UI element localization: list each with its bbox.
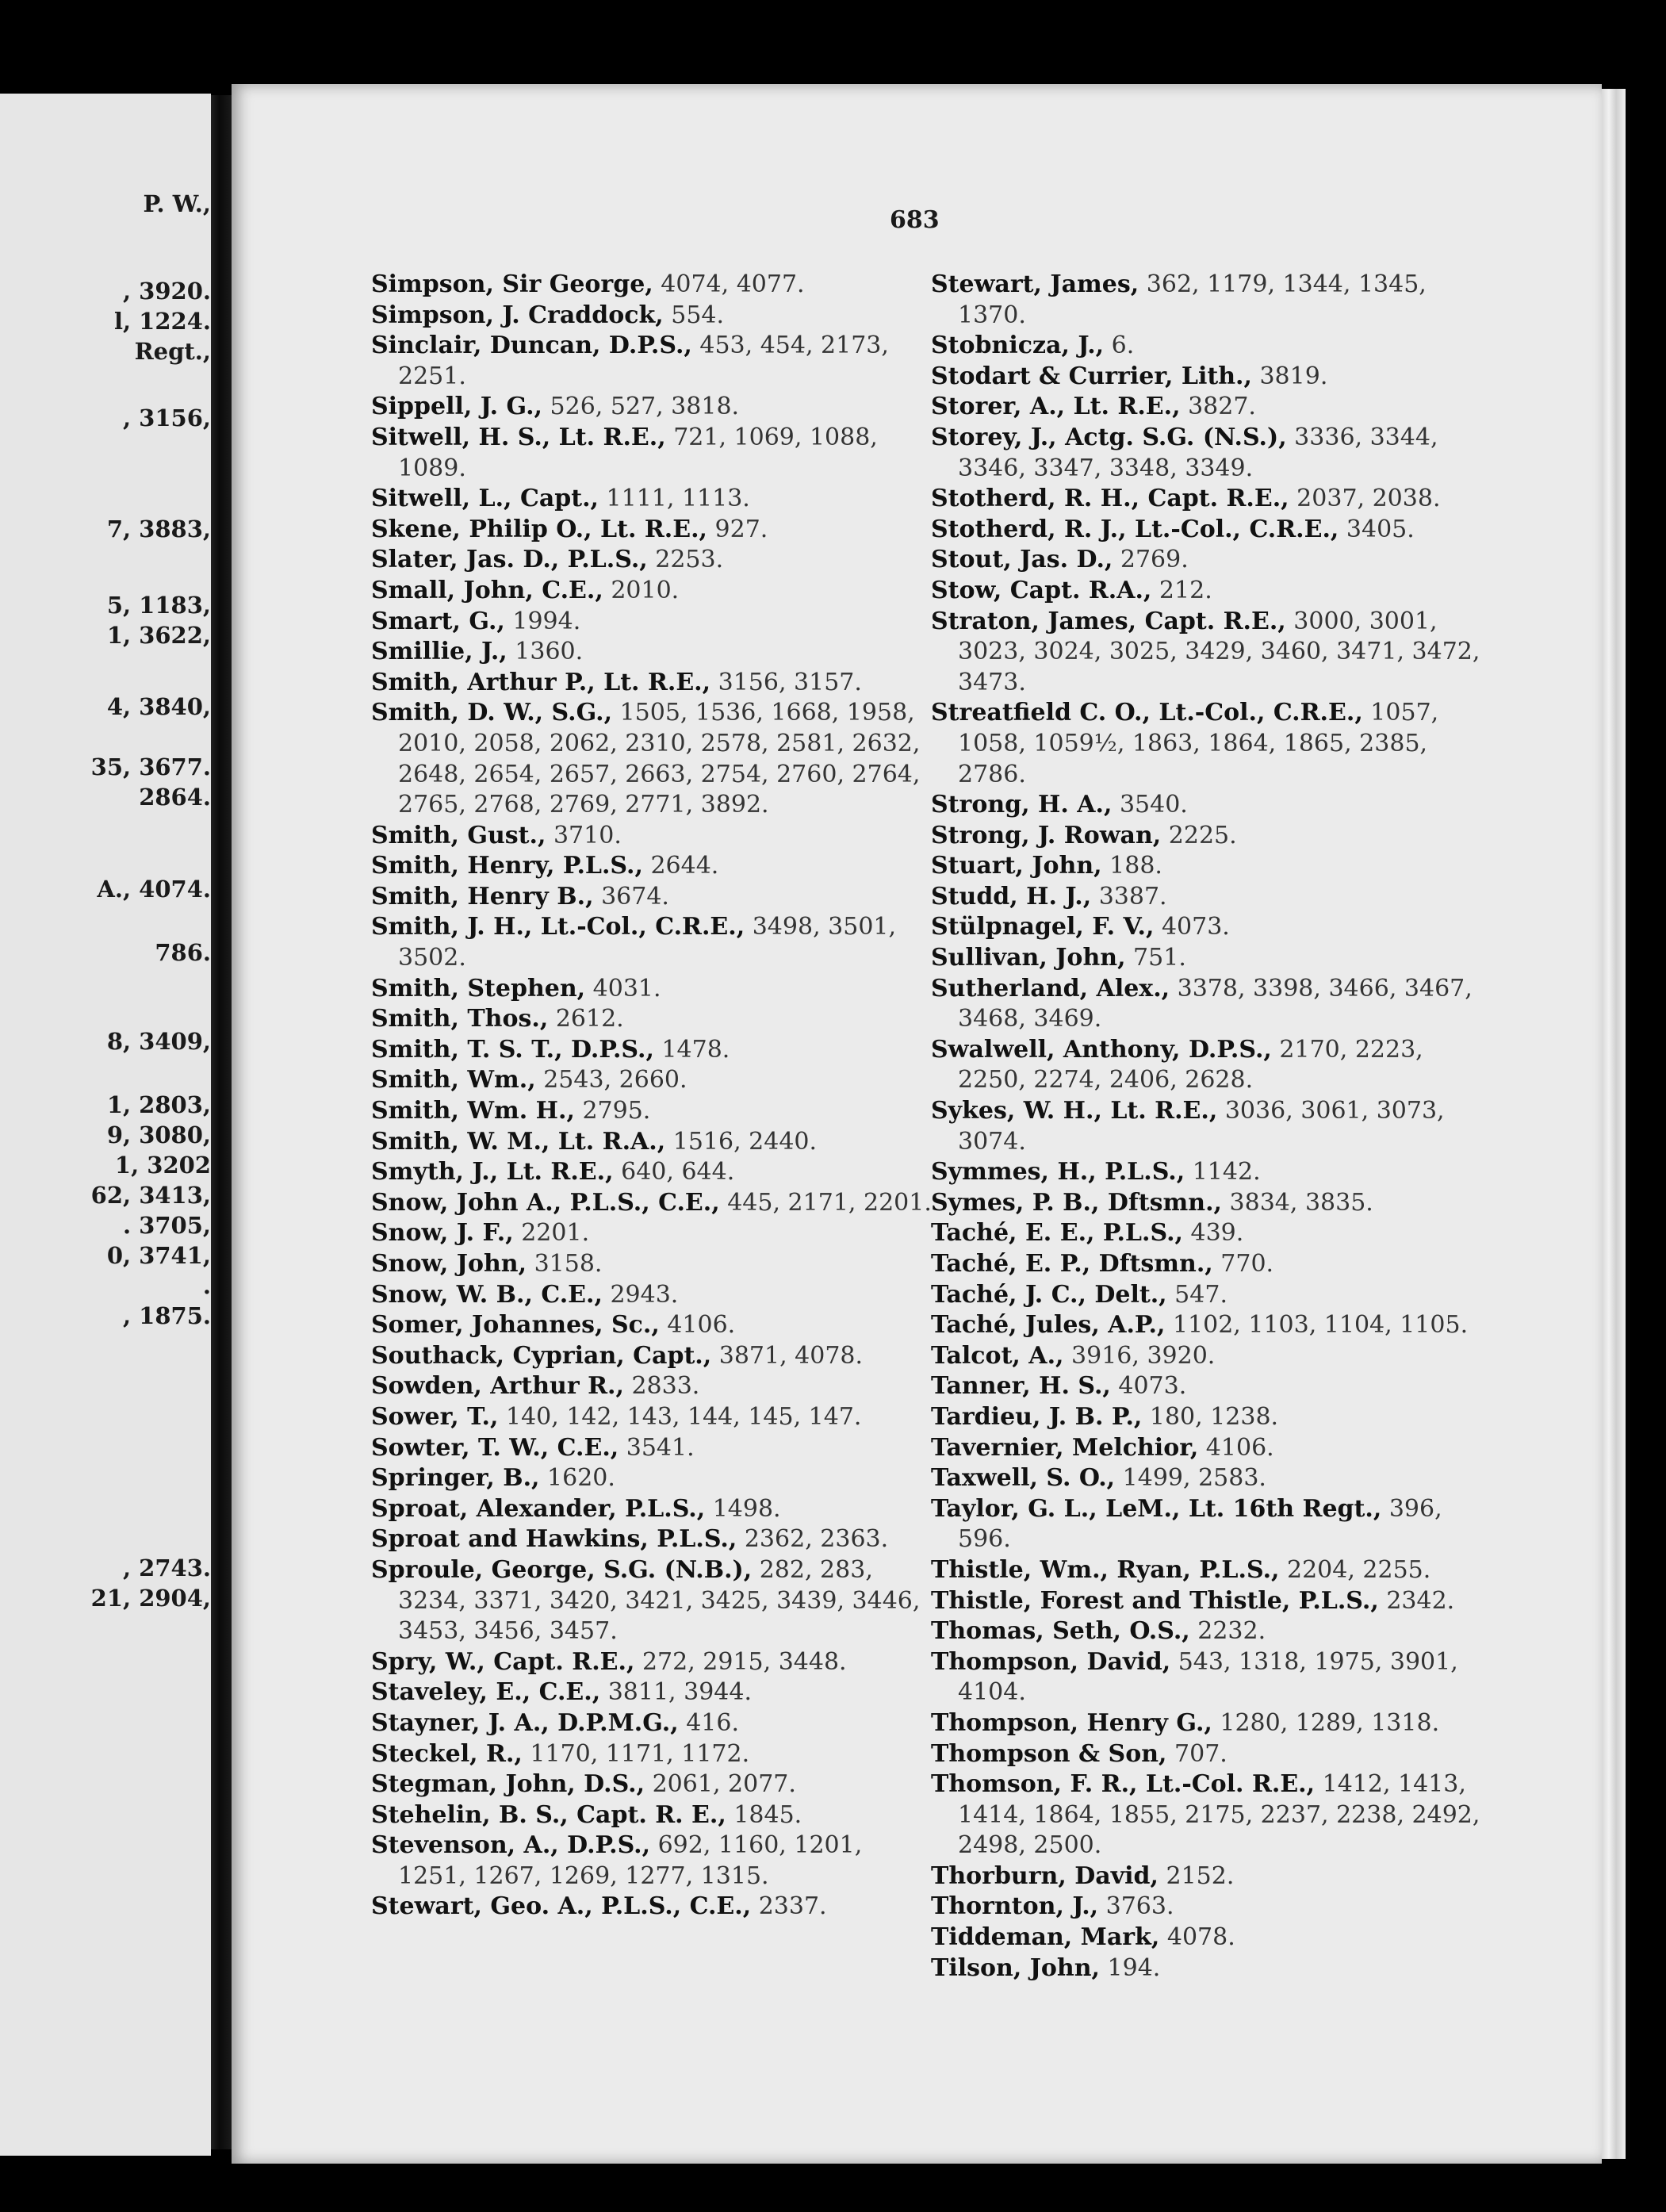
left-page-fragment: 21, 2904, — [90, 1585, 211, 1612]
entry-name: Tardieu, J. B. P., — [931, 1402, 1143, 1431]
index-entry — [371, 821, 936, 852]
entry-references: 1499, 2583. — [1115, 1464, 1266, 1493]
entry-references: 2152. — [1158, 1861, 1235, 1890]
entry-name: Smith, Arthur P., Lt. R.E., — [371, 668, 711, 696]
entry-references: 6. — [1104, 332, 1135, 360]
index-entry — [371, 668, 936, 699]
entry-references: 1498. — [705, 1494, 781, 1523]
index-entry — [371, 301, 936, 332]
entry-name: Thompson, Henry G., — [931, 1708, 1212, 1737]
entry-references: 1170, 1171, 1172. — [522, 1739, 750, 1768]
index-entry — [371, 974, 936, 1005]
entry-name: Stout, Jas. D., — [931, 546, 1113, 574]
index-entry — [931, 1616, 1486, 1647]
left-page-fragment: 2864. — [139, 784, 211, 811]
entry-references: 1994. — [504, 607, 581, 635]
entry-references: 3834, 3835. — [1222, 1188, 1373, 1217]
entry-references: 3540. — [1112, 791, 1188, 819]
index-entry — [371, 1739, 936, 1770]
entry-name: Tilson, John, — [931, 1953, 1100, 1982]
entry-references: 3378, 3398, 3466, 3467, 3468, 3469. — [958, 974, 1473, 1033]
entry-name: Skene, Philip O., Lt. R.E., — [371, 515, 707, 543]
entry-references: 416. — [678, 1708, 740, 1737]
index-entry — [371, 270, 936, 301]
entry-references: 2201. — [513, 1219, 590, 1248]
index-entry — [931, 698, 1486, 790]
index-entry — [371, 515, 936, 546]
index-entry — [371, 1004, 936, 1035]
index-entry — [931, 392, 1486, 423]
index-entry — [371, 1341, 936, 1372]
left-page-fragment: 1, 2803, — [106, 1091, 211, 1118]
index-entry — [931, 790, 1486, 821]
index-entry — [931, 1280, 1486, 1311]
left-page-fragment: , 2743. — [122, 1555, 211, 1581]
entry-name: Southack, Cyprian, Capt., — [371, 1341, 712, 1370]
book-binding — [211, 95, 232, 2149]
entry-name: Thompson, David, — [931, 1647, 1171, 1676]
entry-name: Smillie, J., — [371, 638, 507, 666]
index-entry — [371, 1065, 936, 1096]
index-entry — [931, 1157, 1486, 1188]
index-entry — [931, 1249, 1486, 1280]
entry-name: Thornton, J., — [931, 1892, 1099, 1921]
index-entry — [931, 545, 1486, 576]
entry-name: Taché, E. P., Dftsmn., — [931, 1250, 1213, 1278]
entry-references: 4078. — [1159, 1923, 1235, 1952]
entry-name: Stewart, Geo. A., P.L.S., C.E., — [371, 1892, 752, 1921]
entry-name: Stow, Capt. R.A., — [931, 576, 1152, 604]
entry-name: Stegman, John, D.S., — [371, 1770, 645, 1799]
entry-references: 396, 596. — [958, 1494, 1442, 1554]
entry-references: 3916, 3920. — [1063, 1341, 1216, 1370]
entry-references: 1516, 2440. — [665, 1127, 818, 1156]
entry-name: Smith, Wm. H., — [371, 1097, 575, 1125]
index-entry — [371, 882, 936, 913]
left-page-fragment: 35, 3677. — [90, 753, 211, 780]
entry-references: 554. — [663, 301, 725, 329]
entry-name: Sippell, J. G., — [371, 393, 542, 421]
index-entry — [931, 1463, 1486, 1494]
index-entry — [931, 1861, 1486, 1892]
entry-name: Taxwell, S. O., — [931, 1464, 1116, 1493]
index-entry — [931, 1923, 1486, 1953]
left-page-fragment: 0, 3741, — [106, 1242, 211, 1269]
entry-name: Smith, Thos., — [371, 1005, 549, 1033]
entry-references: 3811, 3944. — [600, 1678, 753, 1707]
entry-references: 2769. — [1113, 546, 1189, 574]
entry-references: 4106. — [1198, 1433, 1274, 1462]
index-entry — [931, 882, 1486, 913]
index-entry — [931, 607, 1486, 699]
entry-references: 282, 283, 3234, 3371, 3420, 3421, 3425, 3439, 3446, 3453, 3456, 3457. — [398, 1555, 921, 1646]
index-entry — [931, 1310, 1486, 1341]
entry-name: Thomas, Seth, O.S., — [931, 1617, 1190, 1646]
index-entry — [371, 331, 936, 392]
index-entry — [371, 545, 936, 576]
index-entry — [371, 1218, 936, 1249]
left-page-fragment: P. W., — [143, 190, 211, 217]
entry-references: 3674. — [593, 882, 669, 910]
entry-name: Stotherd, R. J., Lt.-Col., C.R.E., — [931, 515, 1339, 543]
entry-references: 2644. — [642, 852, 719, 880]
index-entry — [931, 576, 1486, 607]
index-entry — [931, 423, 1486, 484]
index-entry — [371, 637, 936, 668]
entry-references: 2204, 2255. — [1279, 1555, 1431, 1584]
entry-name: Snow, W. B., C.E., — [371, 1280, 603, 1309]
entry-name: Stehelin, B. S., Capt. R. E., — [371, 1800, 726, 1829]
entry-name: Staveley, E., C.E., — [371, 1678, 601, 1707]
index-entry — [371, 1035, 936, 1066]
entry-references: 3763. — [1098, 1892, 1174, 1921]
entry-name: Taylor, G. L., LeM., Lt. 16th Regt., — [931, 1494, 1382, 1523]
entry-name: Stayner, J. A., D.P.M.G., — [371, 1708, 679, 1737]
entry-name: Stewart, James, — [931, 270, 1139, 298]
entry-references: 180, 1238. — [1142, 1402, 1279, 1431]
entry-name: Snow, J. F., — [371, 1219, 514, 1248]
index-entry — [931, 1586, 1486, 1617]
entry-references: 3156, 3157. — [710, 668, 862, 696]
entry-references: 2225. — [1161, 821, 1237, 849]
entry-references: 445, 2171, 2201. — [719, 1188, 932, 1217]
index-entry — [371, 576, 936, 607]
index-entry — [931, 943, 1486, 974]
entry-name: Taché, E. E., P.L.S., — [931, 1219, 1183, 1248]
entry-name: Stodart & Currier, Lith., — [931, 362, 1252, 390]
entry-name: Smith, Stephen, — [371, 974, 586, 1002]
page-number: 683 — [890, 206, 940, 234]
entry-references: 547. — [1166, 1280, 1227, 1309]
index-entry — [371, 1402, 936, 1433]
index-entry — [371, 423, 936, 484]
entry-name: Taché, Jules, A.P., — [931, 1311, 1166, 1340]
index-entry — [371, 484, 936, 515]
index-entry — [931, 1371, 1486, 1402]
entry-name: Springer, B., — [371, 1464, 540, 1493]
index-entry — [371, 1280, 936, 1311]
index-entry — [371, 1463, 936, 1494]
index-entry — [371, 1524, 936, 1555]
index-entry — [931, 1096, 1486, 1157]
entry-references: 1845. — [726, 1800, 802, 1829]
index-entry — [371, 851, 936, 882]
entry-references: 2833. — [623, 1372, 700, 1401]
entry-name: Sower, T., — [371, 1402, 499, 1431]
index-entry — [931, 1402, 1486, 1433]
entry-name: Storey, J., Actg. S.G. (N.S.), — [931, 423, 1287, 451]
entry-references: 2253. — [647, 546, 724, 574]
entry-references: 2943. — [602, 1280, 679, 1309]
entry-references: 2342. — [1378, 1586, 1455, 1615]
entry-name: Taché, J. C., Delt., — [931, 1280, 1167, 1309]
entry-name: Symes, P. B., Dftsmn., — [931, 1188, 1222, 1217]
entry-references: 212. — [1151, 576, 1212, 604]
index-entry — [931, 1188, 1486, 1219]
entry-name: Stuart, John, — [931, 852, 1102, 880]
entry-references: 3000, 3001, 3023, 3024, 3025, 3429, 3460, 3471, 3472, 3473. — [958, 607, 1480, 696]
entry-references: 188. — [1101, 852, 1162, 880]
entry-references: 140, 142, 143, 144, 145, 147. — [498, 1402, 862, 1431]
entry-references: 439. — [1182, 1219, 1244, 1248]
entry-name: Sitwell, H. S., Lt. R.E., — [371, 423, 666, 451]
entry-name: Sitwell, L., Capt., — [371, 485, 599, 513]
left-page-fragment: 1, 3622, — [106, 622, 211, 649]
entry-name: Smith, Wm., — [371, 1066, 536, 1094]
entry-references: 3871, 4078. — [711, 1341, 864, 1370]
entry-name: Somer, Johannes, Sc., — [371, 1311, 660, 1340]
entry-name: Thistle, Wm., Ryan, P.L.S., — [931, 1555, 1280, 1584]
entry-name: Studd, H. J., — [931, 882, 1092, 910]
left-page-fragment: 7, 3883, — [106, 516, 211, 542]
entry-references: 707. — [1166, 1739, 1227, 1768]
entry-references: 751. — [1125, 944, 1186, 972]
entry-references: 2543, 2660. — [535, 1066, 687, 1094]
entry-references: 927. — [707, 515, 768, 543]
entry-name: Symmes, H., P.L.S., — [931, 1158, 1185, 1187]
entry-references: 2612. — [548, 1005, 624, 1033]
entry-references: 1280, 1289, 1318. — [1212, 1708, 1440, 1737]
index-entry — [931, 1647, 1486, 1708]
entry-name: Sutherland, Alex., — [931, 974, 1170, 1002]
entry-name: Thompson & Son, — [931, 1739, 1167, 1768]
entry-name: Small, John, C.E., — [371, 576, 603, 604]
entry-references: 4106. — [659, 1311, 736, 1340]
index-entry — [931, 1555, 1486, 1586]
entry-name: Smith, Henry B., — [371, 882, 594, 910]
entry-references: 526, 527, 3818. — [542, 393, 740, 421]
index-column-left — [371, 270, 936, 1923]
entry-references: 1620. — [539, 1464, 615, 1493]
entry-name: Stobnicza, J., — [931, 332, 1105, 360]
entry-name: Storer, A., Lt. R.E., — [931, 393, 1181, 421]
entry-name: Streatfield C. O., Lt.-Col., C.R.E., — [931, 699, 1363, 727]
entry-name: Sproule, George, S.G. (N.B.), — [371, 1555, 753, 1584]
index-entry — [931, 1035, 1486, 1096]
entry-name: Smith, T. S. T., D.P.S., — [371, 1035, 654, 1064]
entry-references: 3405. — [1339, 515, 1415, 543]
page-edge — [1602, 89, 1626, 2159]
index-entry — [371, 912, 936, 973]
left-page-fragment: 786. — [155, 939, 211, 966]
index-entry — [371, 1769, 936, 1800]
entry-references: 692, 1160, 1201, 1251, 1267, 1269, 1277, 1315. — [398, 1831, 863, 1890]
entry-references: 2061, 2077. — [645, 1770, 796, 1799]
entry-references: 362, 1179, 1344, 1345, 1370. — [958, 270, 1427, 329]
entry-references: 3498, 3501, 3502. — [398, 913, 897, 972]
entry-name: Spry, W., Capt. R.E., — [371, 1647, 635, 1676]
index-entry — [931, 515, 1486, 546]
entry-references: 1102, 1103, 1104, 1105. — [1165, 1311, 1469, 1340]
index-entry — [931, 851, 1486, 882]
left-page-fragment: 8, 3409, — [106, 1028, 211, 1055]
index-entry — [931, 912, 1486, 943]
index-entry — [931, 1892, 1486, 1923]
index-entry — [931, 1218, 1486, 1249]
index-entry — [371, 1310, 936, 1341]
entry-name: Sullivan, John, — [931, 944, 1126, 972]
left-page-fragment: 1, 3202 — [114, 1152, 211, 1179]
index-entry — [371, 1433, 936, 1464]
left-page-fragment: l, 1224. — [113, 308, 211, 335]
entry-name: Strong, H. A., — [931, 791, 1113, 819]
index-entry — [371, 1555, 936, 1647]
index-entry — [931, 1708, 1486, 1739]
entry-references: 543, 1318, 1975, 3901, 4104. — [958, 1647, 1458, 1707]
entry-references: 194. — [1100, 1953, 1161, 1982]
entry-references: 1478. — [653, 1035, 730, 1064]
index-entry — [371, 392, 936, 423]
entry-references: 2232. — [1189, 1617, 1266, 1646]
index-entry — [371, 698, 936, 820]
left-page-fragment: 5, 1183, — [106, 592, 211, 619]
entry-references: 3710. — [546, 821, 622, 849]
entry-references: 4073. — [1154, 913, 1230, 941]
left-page-fragment: , 3920. — [122, 278, 211, 305]
left-page-fragment: Regt., — [134, 338, 211, 365]
index-entry — [931, 1739, 1486, 1770]
entry-references: 4073. — [1110, 1372, 1187, 1401]
left-page-fragment: , 3156, — [122, 404, 211, 431]
entry-name: Snow, John, — [371, 1250, 527, 1278]
entry-name: Tavernier, Melchior, — [931, 1433, 1199, 1462]
entry-references: 453, 454, 2173, 2251. — [398, 332, 889, 390]
index-entry — [931, 1433, 1486, 1464]
index-entry — [371, 607, 936, 638]
index-entry — [371, 1831, 936, 1892]
entry-references: 1412, 1413, 1414, 1864, 1855, 2175, 2237, 2238, 2492, 2498, 2500. — [958, 1770, 1480, 1860]
index-entry — [931, 1494, 1486, 1555]
entry-name: Smith, W. M., Lt. R.A., — [371, 1127, 666, 1156]
entry-references: 3158. — [527, 1250, 603, 1278]
entry-references: 3819. — [1251, 362, 1328, 390]
index-entry — [931, 1341, 1486, 1372]
left-page-fragment: 9, 3080, — [106, 1121, 211, 1148]
entry-name: Swalwell, Anthony, D.P.S., — [931, 1035, 1272, 1064]
entry-name: Slater, Jas. D., P.L.S., — [371, 546, 648, 574]
entry-references: 1505, 1536, 1668, 1958, 2010, 2058, 2062, 2310, 2578, 2581, 2632, 2648, 2654, 2657, 2663, 2754, 2760, 2764, 2765, 2768, 2769, 2771, 3892. — [398, 699, 921, 819]
index-entry — [931, 331, 1486, 362]
entry-name: Stevenson, A., D.P.S., — [371, 1831, 651, 1860]
entry-name: Steckel, R., — [371, 1739, 523, 1768]
left-page-fragment: 4, 3840, — [106, 693, 211, 720]
left-page-fragment: . 3705, — [122, 1212, 211, 1239]
entry-name: Sinclair, Duncan, D.P.S., — [371, 332, 692, 360]
entry-name: Sowden, Arthur R., — [371, 1372, 624, 1401]
entry-name: Sproat and Hawkins, P.L.S., — [371, 1525, 737, 1554]
entry-name: Snow, John A., P.L.S., C.E., — [371, 1188, 720, 1217]
entry-references: 2795. — [574, 1097, 651, 1125]
index-entry — [931, 362, 1486, 393]
index-entry — [371, 1708, 936, 1739]
index-entry — [371, 1892, 936, 1923]
index-entry — [371, 1249, 936, 1280]
entry-name: Stülpnagel, F. V., — [931, 913, 1155, 941]
left-page-fragment: . — [202, 1272, 211, 1299]
entry-name: Tiddeman, Mark, — [931, 1923, 1160, 1952]
entry-name: Sowter, T. W., C.E., — [371, 1433, 619, 1462]
left-page-fragment: A., 4074. — [97, 876, 211, 903]
index-entry — [371, 1157, 936, 1188]
index-entry — [931, 484, 1486, 515]
index-entry — [931, 270, 1486, 331]
entry-references: 640, 644. — [613, 1158, 735, 1187]
entry-references: 3336, 3344, 3346, 3347, 3348, 3349. — [958, 423, 1438, 482]
entry-references: 1360. — [507, 638, 584, 666]
index-entry — [371, 1677, 936, 1708]
entry-name: Simpson, J. Craddock, — [371, 301, 664, 329]
entry-name: Stotherd, R. H., Capt. R.E., — [931, 485, 1289, 513]
entry-references: 721, 1069, 1088, 1089. — [398, 423, 878, 482]
entry-references: 1142. — [1185, 1158, 1261, 1187]
entry-name: Straton, James, Capt. R.E., — [931, 607, 1286, 635]
entry-name: Thomson, F. R., Lt.-Col. R.E., — [931, 1770, 1316, 1799]
entry-name: Smith, J. H., Lt.-Col., C.R.E., — [371, 913, 745, 941]
index-entry — [931, 821, 1486, 852]
index-entry — [371, 1647, 936, 1678]
index-entry — [931, 1953, 1486, 1984]
entry-name: Simpson, Sir George, — [371, 270, 653, 298]
entry-references: 2037, 2038. — [1289, 485, 1441, 513]
index-entry — [371, 1800, 936, 1831]
entry-references: 2170, 2223, 2250, 2274, 2406, 2628. — [958, 1035, 1423, 1094]
left-page-fragment: 62, 3413, — [90, 1182, 211, 1209]
entry-references: 4074, 4077. — [653, 270, 805, 298]
entry-name: Thorburn, David, — [931, 1861, 1159, 1890]
index-entry — [371, 1188, 936, 1219]
entry-references: 3387. — [1091, 882, 1167, 910]
index-entry — [371, 1494, 936, 1525]
index-entry — [931, 974, 1486, 1035]
index-entry — [371, 1096, 936, 1127]
entry-references: 1057, 1058, 1059½, 1863, 1864, 1865, 2385, 2786. — [958, 699, 1439, 788]
left-page — [0, 94, 211, 2156]
entry-name: Sykes, W. H., Lt. R.E., — [931, 1097, 1218, 1125]
entry-name: Thistle, Forest and Thistle, P.L.S., — [931, 1586, 1379, 1615]
entry-name: Smith, D. W., S.G., — [371, 699, 613, 727]
entry-name: Strong, J. Rowan, — [931, 821, 1162, 849]
entry-references: 2337. — [751, 1892, 827, 1921]
entry-name: Smart, G., — [371, 607, 505, 635]
entry-references: 272, 2915, 3448. — [634, 1647, 847, 1676]
index-entry — [371, 1371, 936, 1402]
entry-references: 3541. — [619, 1433, 695, 1462]
entry-references: 1111, 1113. — [598, 485, 750, 513]
left-page-fragment: , 1875. — [122, 1302, 211, 1329]
index-entry — [371, 1127, 936, 1158]
entry-references: 2362, 2363. — [737, 1525, 889, 1554]
entry-name: Smith, Henry, P.L.S., — [371, 852, 643, 880]
index-entry — [931, 1769, 1486, 1861]
entry-references: 4031. — [585, 974, 661, 1002]
entry-name: Tanner, H. S., — [931, 1372, 1111, 1401]
entry-name: Talcot, A., — [931, 1341, 1064, 1370]
entry-references: 2010. — [603, 576, 680, 604]
entry-references: 3036, 3061, 3073, 3074. — [958, 1097, 1445, 1156]
entry-name: Smith, Gust., — [371, 821, 546, 849]
index-column-right — [931, 270, 1486, 1984]
entry-name: Smyth, J., Lt. R.E., — [371, 1158, 614, 1187]
entry-references: 3827. — [1180, 393, 1256, 421]
entry-references: 770. — [1212, 1250, 1274, 1278]
entry-name: Sproat, Alexander, P.L.S., — [371, 1494, 706, 1523]
